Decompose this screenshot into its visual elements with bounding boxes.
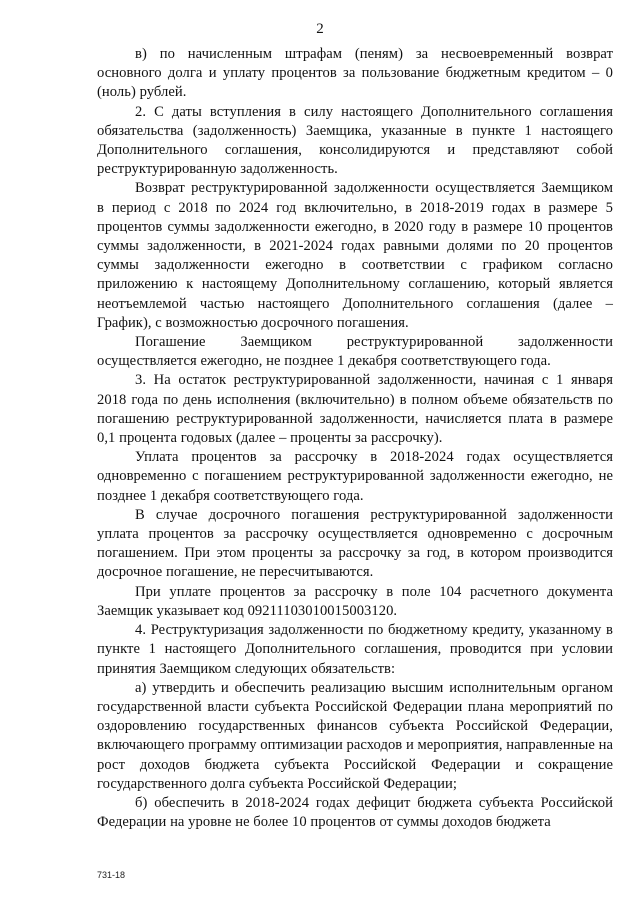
document-code: 731-18 [97, 870, 126, 880]
paragraph-interest-payment: Уплата процентов за рассрочку в 2018-2024 годах осуществляется одновременно с погашением реструктурированной задолженности ежегодно, не позднее 1 декабря соответствующего года. [97, 449, 613, 504]
paragraph-obligation-b: б) обеспечить в 2018-2024 годах дефицит бюджета субъекта Российской Федерации на уровне не более 10 процентов от суммы доходов бюджета [97, 794, 613, 831]
page-number: 2 [316, 21, 324, 37]
paragraph-repayment-deadline: Погашение Заемщиком реструктурированной задолженности осуществляется ежегодно, не позднее 1 декабря соответствующего года. [97, 334, 613, 370]
paragraph-early-repayment: В случае досрочного погашения реструктурированной задолженности уплата процентов за рассрочку осуществляется одновременно с досрочным погашением. При этом проценты за рассрочку за год, в котором производится досрочное погашение, не пересчитываются. [97, 506, 613, 581]
paragraph-penalties: в) по начисленным штрафам (пеням) за несвоевременный возврат основного долга и уплату процентов за пользование бюджетным кредитом – 0 (ноль) рублей. [97, 46, 613, 101]
document-body [97, 45, 613, 832]
paragraph-repayment-schedule: Возврат реструктурированной задолженности осуществляется Заемщиком в период с 2018 по 2024 год включительно, в 2018-2019 годах в размере 5 процентов суммы задолженности ежегодно, в 2020 году в размере 10 процентов суммы задолженности, в 2021-2024 годах равными долями по 20 процентов суммы задолженности ежегодно в соответствии с графиком согласно приложению к настоящему Дополнительному соглашению, который является неотъемлемой частью настоящего Дополнительного соглашения (далее – График), с возможностью досрочного погашения. [97, 180, 613, 331]
paragraph-clause-4: 4. Реструктуризация задолженности по бюджетному кредиту, указанному в пункте 1 настоящего Дополнительного соглашения, проводится при условии принятия Заемщиком следующих обязательств: [97, 622, 613, 677]
paragraph-payment-code: При уплате процентов за рассрочку в поле 104 расчетного документа Заемщик указывает код 09211103010015003120. [97, 583, 613, 619]
paragraph-obligation-a: а) утвердить и обеспечить реализацию высшим исполнительным органом государственной власти субъекта Российской Федерации плана мероприятий по оздоровлению государственных финансов субъекта Российской Федерации, включающего программу оптимизации расходов и мероприятия, направленные на рост доходов бюджета субъекта Российской Федерации и сокращение государственного долга субъекта Российской Федерации; [97, 679, 614, 792]
paragraph-clause-3: 3. На остаток реструктурированной задолженности, начиная с 1 января 2018 года по день исполнения (включительно) в полном объеме обязательств по погашению реструктурированной задолженности, начисляется плата в размере 0,1 процента годовых (далее – проценты за рассрочку). [97, 372, 613, 447]
paragraph-clause-2: 2. С даты вступления в силу настоящего Дополнительного соглашения обязательства (задолженность) Заемщика, указанные в пункте 1 настоящего Дополнительного соглашения, консолидируются и представляют собой реструктурированную задолженность. [97, 103, 613, 178]
